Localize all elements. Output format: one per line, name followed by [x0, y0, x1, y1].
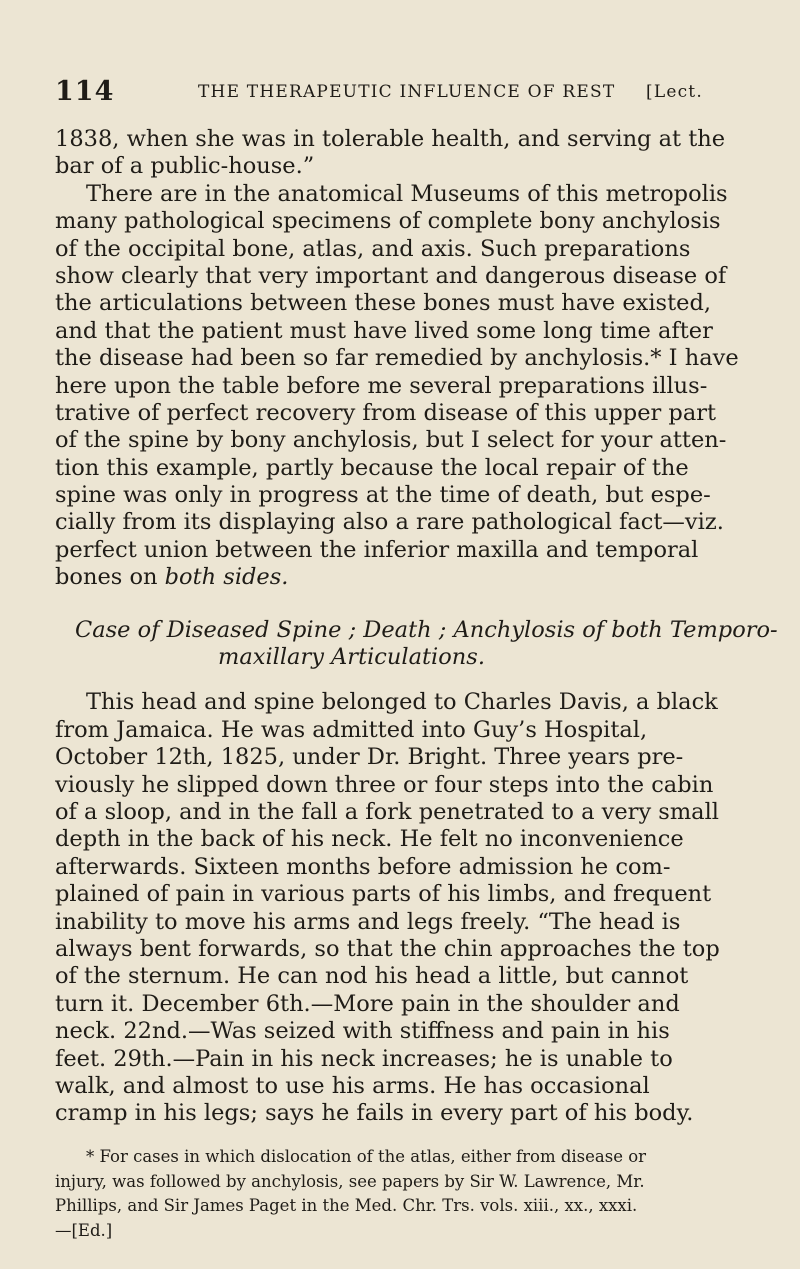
text-line: afterwards. Sixteen months before admission he com-: [55, 853, 671, 880]
body-text: [55, 126, 799, 1128]
text-line: depth in the back of his neck. He felt no inconvenience: [55, 826, 684, 853]
text-line: turn it. December 6th.—More pain in the shoulder and: [55, 990, 680, 1017]
text-line: cramp in his legs; says he fails in every part of his body.: [55, 1100, 694, 1127]
text-line: inability to move his arms and legs freely. “The head is: [55, 908, 681, 935]
text-line: There are in the anatomical Museums of this metropolis: [86, 180, 728, 207]
text-line: of a sloop, and in the fall a fork penetrated to a very small: [55, 798, 719, 825]
text-line: the articulations between these bones must have existed,: [55, 290, 712, 317]
text-line: of the sternum. He can nod his head a little, but cannot: [55, 963, 689, 990]
text-line: neck. 22nd.—Was seized with stiffness and pain in his: [55, 1018, 670, 1045]
footnote-line: * For cases in which dislocation of the atlas, either from disease or: [86, 1147, 647, 1166]
text-line: of the occipital bone, atlas, and axis. Such preparations: [55, 235, 691, 262]
text-line: spine was only in progress at the time of death, but espe-: [55, 482, 711, 509]
footnote-line: injury, was followed by anchylosis, see papers by Sir W. Lawrence, Mr.: [55, 1171, 645, 1191]
text-line: viously he slipped down three or four steps into the cabin: [55, 771, 714, 798]
running-section: [Lect.: [646, 82, 703, 102]
text-line: cially from its displaying also a rare pathological fact—viz.: [55, 509, 724, 536]
text-line: October 12th, 1825, under Dr. Bright. Three years pre-: [55, 744, 684, 771]
footnote: [55, 1145, 799, 1243]
footnote-line: —[Ed.]: [55, 1220, 113, 1240]
text-line: This head and spine belonged to Charles Davis, a black: [86, 689, 718, 716]
text-line: the disease had been so far remedied by anchylosis.* I have: [55, 345, 739, 372]
footnote-line: Phillips, and Sir James Paget in the Med. Chr. Trs. vols. xiii., xx., xxxi.: [55, 1196, 638, 1215]
text-line: and that the patient must have lived some long time after: [55, 317, 713, 344]
case-heading: Case of Diseased Spine ; Death ; Anchylosis of both Temporo-: [75, 616, 778, 643]
text-line: feet. 29th.—Pain in his neck increases; he is unable to: [55, 1045, 673, 1072]
page-number: 114: [55, 76, 115, 107]
emphasis-text: both sides.: [164, 564, 289, 591]
text-line: tion this example, partly because the local repair of the: [55, 454, 689, 481]
text-line: trative of perfect recovery from disease of this upper part: [55, 399, 717, 426]
case-heading-continued: maxillary Articulations.: [218, 644, 485, 671]
text-line: always bent forwards, so that the chin approaches the top: [55, 935, 720, 962]
running-head: THE THERAPEUTIC INFLUENCE OF REST: [198, 82, 616, 102]
text-line: bar of a public-house.”: [55, 153, 315, 180]
text-line: perfect union between the inferior maxilla and temporal: [55, 536, 699, 563]
text-line: [55, 564, 799, 591]
text-line: 1838, when she was in tolerable health, and serving at the: [55, 126, 726, 152]
text-line: of the spine by bony anchylosis, but I select for your atten-: [55, 427, 727, 454]
text-line: here upon the table before me several preparations illus-: [55, 372, 708, 399]
text-span: bones on: [55, 564, 165, 591]
text-line: walk, and almost to use his arms. He has occasional: [55, 1072, 650, 1099]
text-line: show clearly that very important and dangerous disease of: [55, 262, 727, 289]
text-line: many pathological specimens of complete bony anchylosis: [55, 208, 721, 235]
text-line: from Jamaica. He was admitted into Guy’s Hospital,: [55, 716, 648, 743]
page-header: [55, 76, 745, 106]
text-line: plained of pain in various parts of his limbs, and frequent: [55, 881, 712, 908]
